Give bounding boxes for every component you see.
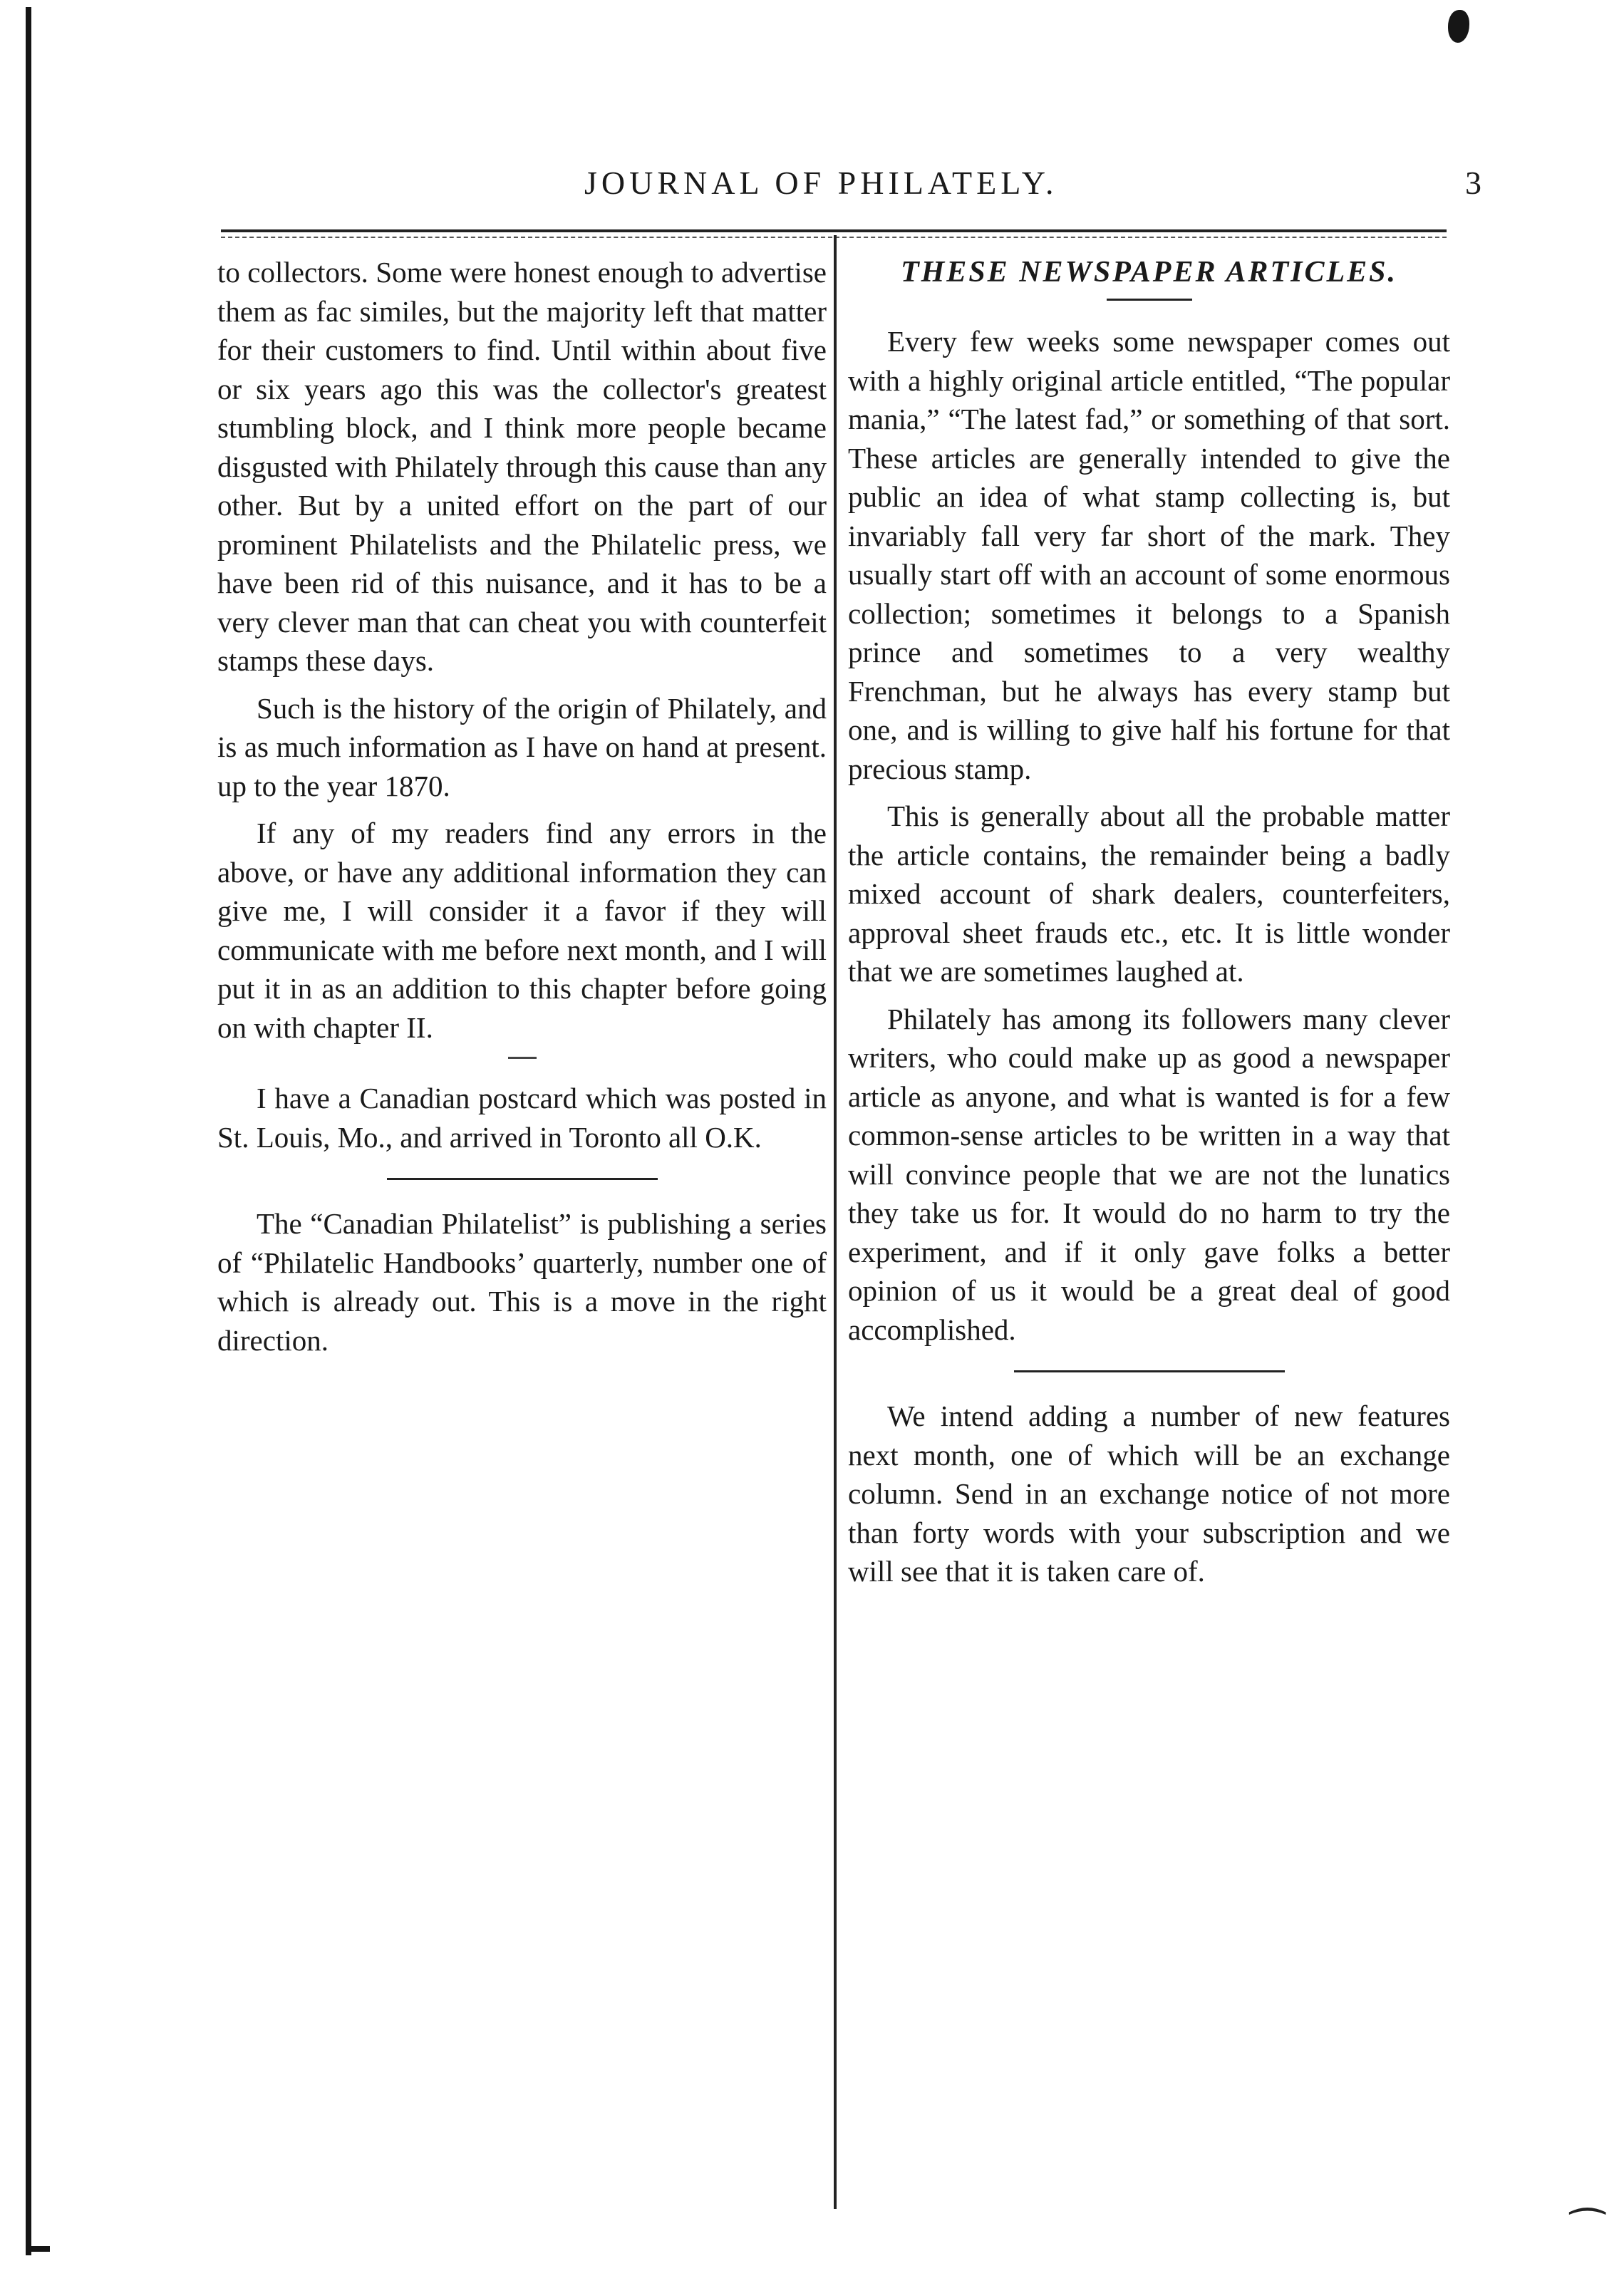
- title-rule: [1107, 299, 1192, 301]
- journal-title: JOURNAL OF PHILATELY.: [584, 165, 1058, 201]
- section-rule: [1014, 1370, 1285, 1372]
- canadian-philatelist-note: The “Canadian Philatelist” is publishing a series of “Philatelic Handbooks’ quarterly, number one of which is already out. This is a move in the right direction.: [217, 1207, 827, 1357]
- paragraph: Such is the history of the origin of Philately, and is as much information as I have on hand at present. up to the year 1870.: [217, 691, 827, 802]
- paragraph: This is generally about all the probable matter the article contains, the remainder being a badly mixed account of shark dealers, counterfeiters, approval sheet frauds etc., etc. It is little wonder that we are sometimes laughed at.: [848, 800, 1450, 988]
- paragraph: Every few weeks some newspaper comes out with a highly original article entitled, “The popular mania,” “The latest fad,” or something of that sort. These articles are generally intended to give the public an idea of what stamp collecting is, but invariably fall very far short of the mark. They usually start off with an account of some enormous collection; sometimes it belongs to a Spanish prince and sometimes to a very wealthy Frenchman, but he always has every stamp but one, and is willing to give half his fortune for that precious stamp.: [848, 325, 1450, 785]
- page-number: 3: [1465, 165, 1481, 201]
- page-border-foot: [26, 2246, 50, 2252]
- paragraph: If any of my readers find any errors in the above, or have any additional information they can give me, I will consider it a favor if they will communicate with me before next month, and I will put it in as an addition to this chapter before going on with chapter II.: [217, 817, 827, 1044]
- paragraph: Philately has among its followers many clever writers, who could make up as good a newspaper article as anyone, and what is wanted is for a few common-sense articles to be written in a way that will convince people that we are not the lunatics they take us for. It would do no harm to try the experiment, and if it only gave folks a better opinion of us it would be a great deal of good accomplished.: [848, 1002, 1450, 1346]
- section-rule: [387, 1178, 658, 1180]
- paragraph: to collectors. Some were honest enough to advertise them as fac similes, but the majority left that matter for their customers to find. Until within about five or six years ago this was the collector's greatest stumbling block, and I think more people became disgusted with Philately through this cause than any other. But by a united effort on the part of our prominent Philatelists and the Philatelic press, we have been rid of this nuisance, and it has to be a very clever man that can cheat you with counterfeit stamps these days.: [217, 256, 827, 677]
- right-column: [848, 253, 1450, 1600]
- left-column: [217, 253, 827, 1368]
- corner-mark: ⁀: [1571, 2208, 1604, 2256]
- exchange-note: We intend adding a number of new features next month, one of which will be an exchange column. Send in an exchange notice of not more than forty words with your subscription and we will see that it is taken care of.: [848, 1400, 1450, 1588]
- column-divider: [834, 235, 837, 2209]
- running-head: [228, 164, 1481, 221]
- section-mark: [508, 1057, 537, 1059]
- page-border-line: [26, 7, 31, 2255]
- header-rule: [221, 229, 1447, 232]
- article-title: THESE NEWSPAPER ARTICLES.: [900, 256, 1397, 289]
- ink-blot: [1448, 10, 1469, 43]
- postcard-note: I have a Canadian postcard which was posted in St. Louis, Mo., and arrived in Toronto all O.K.: [217, 1082, 827, 1154]
